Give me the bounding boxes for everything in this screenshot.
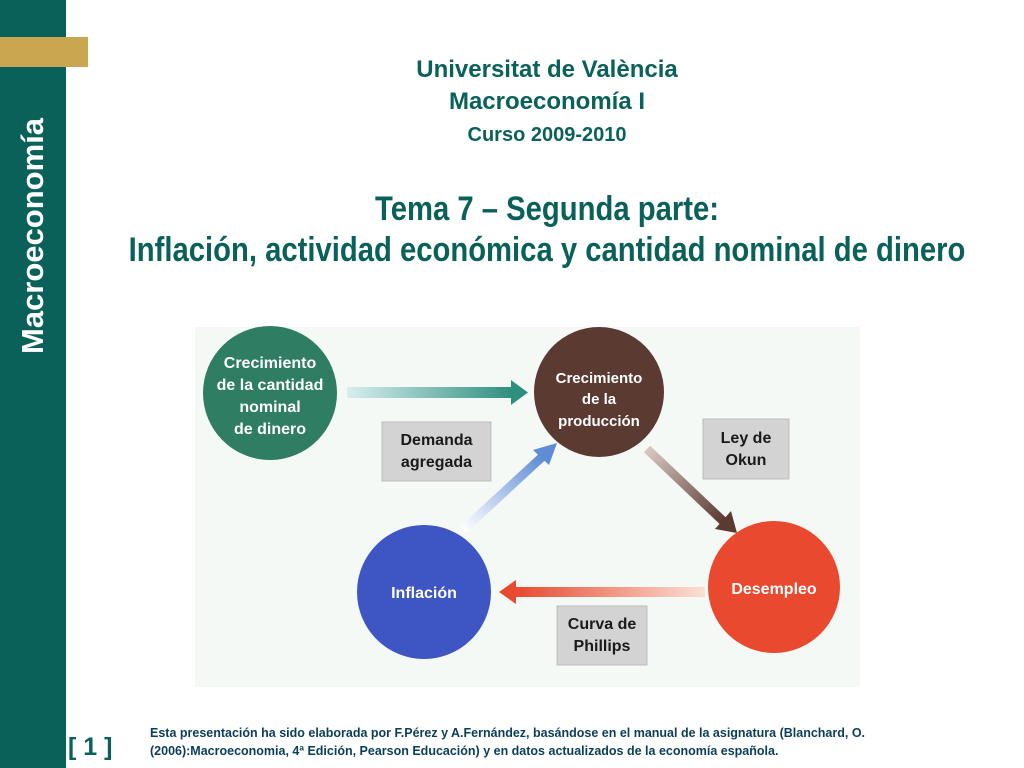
label-okun-line2: Okun xyxy=(725,452,767,469)
sidebar-title: Macroeconomía xyxy=(15,117,50,355)
diagram xyxy=(195,297,860,687)
node-money-line3: nominal xyxy=(239,399,301,416)
label-aggregate-demand xyxy=(382,422,491,481)
label-phillips-line1: Curva de xyxy=(567,616,637,633)
node-output-growth xyxy=(534,327,664,457)
slide-subtitle: Inflación, actividad económica y cantidad nominal de dinero xyxy=(128,231,966,269)
course-name: Macroeconomía I xyxy=(448,88,646,115)
label-demand-line2: agregada xyxy=(400,454,473,471)
node-unemployment-label: Desempleo xyxy=(731,581,817,598)
course-year: Curso 2009-2010 xyxy=(467,124,627,146)
label-phillips-curve xyxy=(557,606,647,665)
node-unemployment xyxy=(708,521,840,653)
label-okun-line1: Ley de xyxy=(720,430,772,447)
node-output-line3: producción xyxy=(558,413,640,430)
page-number: [ 1 ] xyxy=(68,733,113,761)
node-output-line2: de la xyxy=(581,391,617,408)
university-name: Universitat de València xyxy=(416,56,678,83)
node-money-line1: Crecimiento xyxy=(223,355,317,372)
node-inflation xyxy=(357,525,491,659)
node-money-line4: de dinero xyxy=(233,421,307,438)
node-money-line2: de la cantidad xyxy=(216,377,324,394)
label-phillips-line2: Phillips xyxy=(573,638,631,655)
node-money-growth xyxy=(203,326,337,460)
node-output-line1: Crecimiento xyxy=(555,370,643,387)
sidebar xyxy=(0,0,66,768)
footer-credits: Esta presentación ha sido elaborada por F.Pérez y A.Fernández, basándose en el manual de la asignatura (Blanchard, O. (2006):Macroeconomia, 4ª Edición, Pearson Educación) y en datos actualizados de la economía española. xyxy=(150,726,866,758)
label-okun-law xyxy=(703,419,789,479)
slide-title: Tema 7 – Segunda parte: xyxy=(375,190,719,228)
node-inflation-label: Inflación xyxy=(391,585,457,602)
label-demand-line1: Demanda xyxy=(400,432,473,449)
